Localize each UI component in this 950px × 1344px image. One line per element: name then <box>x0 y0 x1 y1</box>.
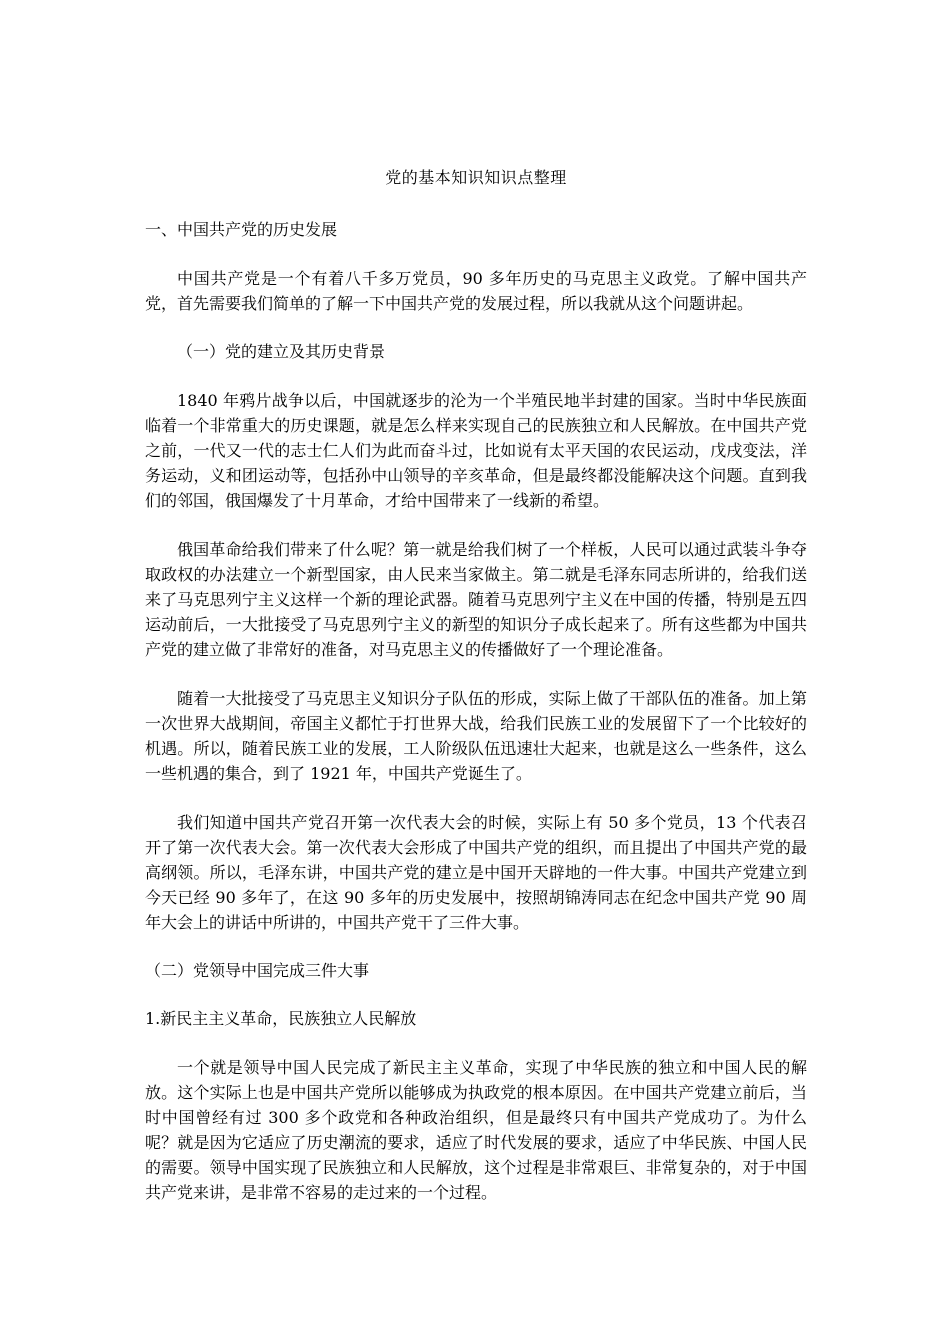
paragraph-russian-revolution: 俄国革命给我们带来了什么呢？第一就是给我们树了一个样板，人民可以通过武装斗争夺取政权的办法建立一个新型国家，由人民来当家做主。第二就是毛泽东同志所讲的，给我们送来了马克思列宁主义这样一个新的理论武器。随着马克思列宁主义在中国的传播，特别是五四运动前后，一大批接受了马克思列宁主义的新型的知识分子成长起来了。所有这些都为中国共产党的建立做了非常好的准备，对马克思主义的传播做好了一个理论准备。 <box>145 540 807 659</box>
section-heading-history: 一、中国共产党的历史发展 <box>145 220 338 239</box>
paragraph-preparation: 随着一大批接受了马克思主义知识分子队伍的形成，实际上做了干部队伍的准备。加上第一次世界大战期间，帝国主义都忙于打世界大战，给我们民族工业的发展留下了一个比较好的机遇。所以，随着民族工业的发展，工人阶级队伍迅速壮大起来，也就是这么一些条件，这么一些机遇的集合，到了 1921 年，中国共产党诞生了。 <box>145 689 807 783</box>
subsection-heading-founding: （一）党的建立及其历史背景 <box>177 342 386 361</box>
document-title: 党的基本知识知识点整理 <box>385 168 567 187</box>
paragraph-background: 1840 年鸦片战争以后，中国就逐步的沦为一个半殖民地半封建的国家。当时中华民族面临着一个非常重大的历史课题，就是怎么样来实现自己的民族独立和人民解放。在中国共产党之前，一代又一代的志士仁人们为此而奋斗过，比如说有太平天国的农民运动，戊戌变法，洋务运动，义和团运动等，包括孙中山领导的辛亥革命，但是最终都没能解决这个问题。直到我们的邻国，俄国爆发了十月革命，才给中国带来了一线新的希望。 <box>145 391 807 510</box>
document-body <box>145 166 807 1229</box>
paragraph-liberation: 一个就是领导中国人民完成了新民主主义革命，实现了中华民族的独立和中国人民的解放。这个实际上也是中国共产党所以能够成为执政党的根本原因。在中国共产党建立前后，当时中国曾经有过 300 多个政党和各种政治组织，但是最终只有中国共产党成功了。为什么呢？就是因为它适应了历史潮流的要求，适应了时代发展的要求，适应了中华民族、中国人民的需要。领导中国实现了民族独立和人民解放，这个过程是非常艰巨、非常复杂的，对于中国共产党来讲，是非常不容易的走过来的一个过程。 <box>145 1058 807 1202</box>
paragraph-intro: 中国共产党是一个有着八千多万党员，90 多年历史的马克思主义政党。了解中国共产党，首先需要我们简单的了解一下中国共产党的发展过程，所以我就从这个问题讲起。 <box>145 269 807 313</box>
item-heading-new-democratic-revolution: 1.新民主主义革命，民族独立人民解放 <box>145 1009 417 1028</box>
paragraph-first-congress: 我们知道中国共产党召开第一次代表大会的时候，实际上有 50 多个党员，13 个代表召开了第一次代表大会。第一次代表大会形成了中国共产党的组织，而且提出了中国共产党的最高纲领。所以，毛泽东讲，中国共产党的建立是中国开天辟地的一件大事。中国共产党建立到今天已经 90 多年了，在这 90 多年的历史发展中，按照胡锦涛同志在纪念中国共产党 90 周年大会上的讲话中所讲的，中国共产党干了三件大事。 <box>145 813 807 932</box>
subsection-heading-three-events: （二）党领导中国完成三件大事 <box>145 961 370 980</box>
